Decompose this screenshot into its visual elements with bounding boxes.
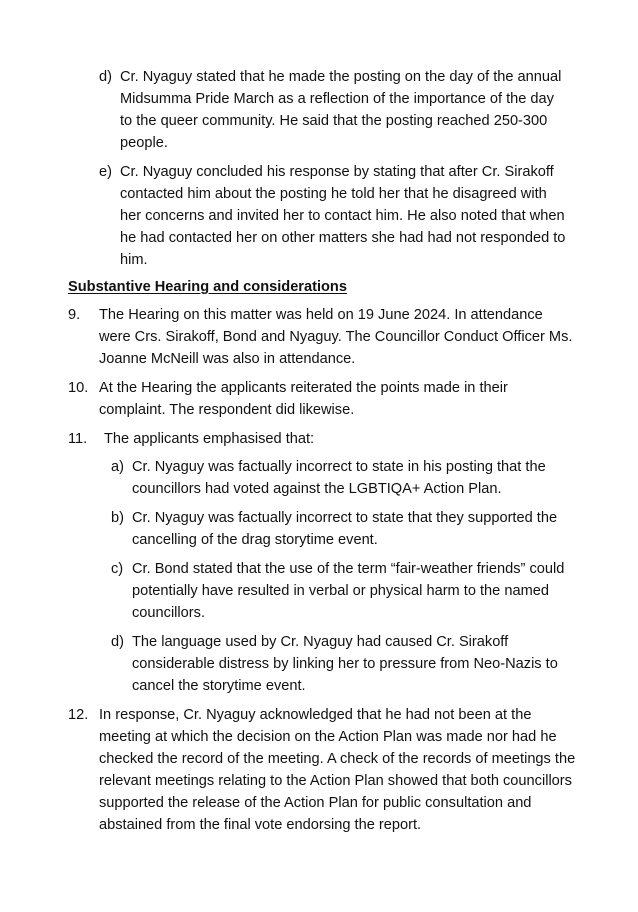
list-item-text: The language used by Cr. Nyaguy had caused Cr. Sirakoff considerable distress by linking her to pressure from Neo-Nazis to cancel the storytime event. — [132, 634, 558, 694]
section-heading: Substantive Hearing and considerations — [68, 279, 347, 295]
list-item-marker: c) — [111, 561, 124, 577]
numbered-paragraph — [68, 704, 578, 836]
list-item — [99, 66, 569, 154]
list-item-marker: b) — [111, 510, 124, 526]
list-item — [99, 161, 569, 271]
paragraph-number: 10. — [68, 380, 89, 396]
list-item-marker: e) — [99, 164, 112, 180]
paragraph-number: 9. — [68, 307, 81, 323]
list-item — [111, 631, 571, 697]
list-item-marker: d) — [111, 634, 124, 650]
numbered-paragraph — [68, 377, 578, 421]
list-item-text: Cr. Bond stated that the use of the term “fair-weather friends” could potentially have resulted in verbal or physical harm to the named councillors. — [132, 561, 565, 621]
list-item — [111, 558, 571, 624]
numbered-paragraph — [68, 304, 578, 370]
list-item-text: Cr. Nyaguy was factually incorrect to state that they supported the cancelling of the drag storytime event. — [132, 510, 558, 548]
paragraph-text: At the Hearing the applicants reiterated the points made in their complaint. The respondent did likewise. — [99, 380, 508, 418]
list-item — [111, 507, 571, 551]
paragraph-text: In response, Cr. Nyaguy acknowledged that he had not been at the meeting at which the decision on the Action Plan was made nor had he checked the record of the meeting. A check of the records of meetings the relevant meetings relating to the Action Plan showed that both councillors supported the release of the Action Plan for public consultation and abstained from the final vote endorsing the report. — [99, 707, 576, 833]
paragraph-number: 11. — [68, 431, 88, 447]
list-item-text: Cr. Nyaguy was factually incorrect to state in his posting that the councillors had voted against the LGBTIQA+ Action Plan. — [132, 459, 546, 497]
list-item-text: Cr. Nyaguy stated that he made the posting on the day of the annual Midsumma Pride March as a reflection of the importance of the day to the queer community. He said that the posting reached 250-300 people. — [120, 69, 562, 151]
paragraph-number: 12. — [68, 707, 89, 723]
list-item-marker: a) — [111, 459, 124, 475]
list-item — [111, 456, 571, 500]
list-item-text: Cr. Nyaguy concluded his response by stating that after Cr. Sirakoff contacted him about the posting he told her that he disagreed with her concerns and invited her to contact him. He also noted that when he had contacted her on other matters she had had not responded to him. — [120, 164, 566, 268]
paragraph-text: The applicants emphasised that: — [104, 431, 315, 447]
list-item-marker: d) — [99, 69, 112, 85]
numbered-paragraph — [68, 428, 578, 450]
paragraph-text: The Hearing on this matter was held on 19 June 2024. In attendance were Crs. Sirakoff, Bond and Nyaguy. The Councillor Conduct Officer Ms. Joanne McNeill was also in attendance. — [99, 307, 573, 367]
